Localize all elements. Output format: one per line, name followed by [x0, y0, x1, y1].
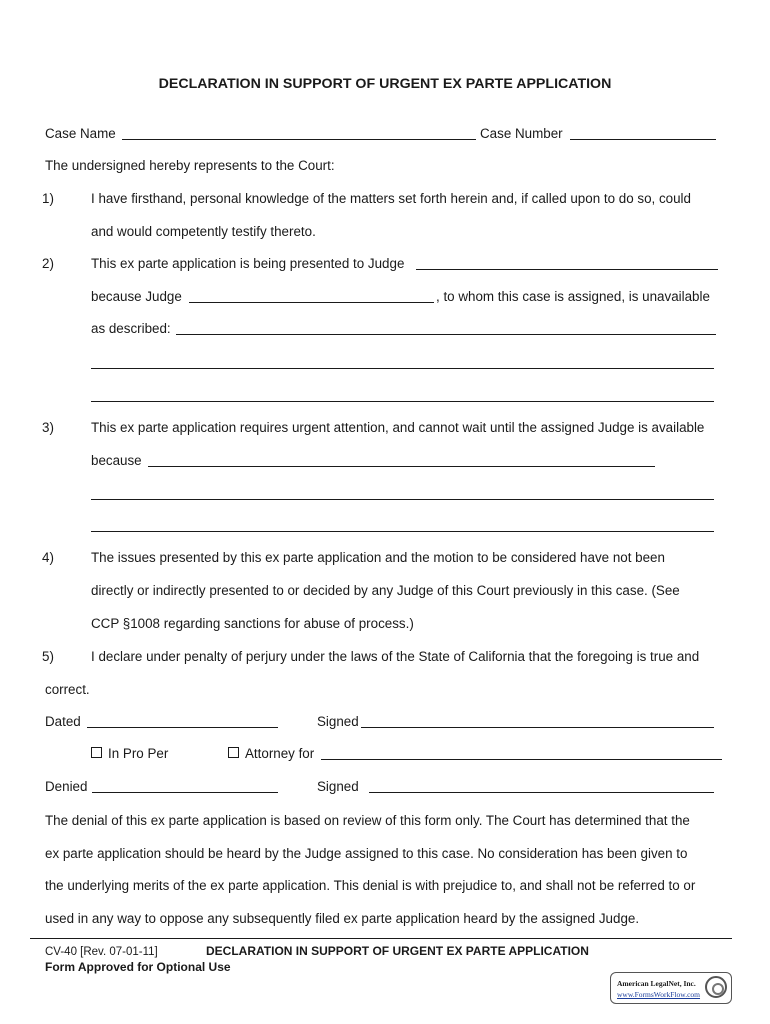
- urgency-reason-field-2[interactable]: [91, 499, 714, 500]
- in-pro-per-label: In Pro Per: [108, 746, 169, 761]
- in-pro-per-option[interactable]: [91, 746, 168, 762]
- item-5-number: 5): [42, 649, 54, 664]
- item-2-line-2b: , to whom this case is assigned, is unavailable: [436, 289, 710, 304]
- form-approved-note: Form Approved for Optional Use: [45, 960, 231, 974]
- item-4-line-3: CCP §1008 regarding sanctions for abuse of process.): [91, 616, 414, 631]
- presenting-judge-field[interactable]: [416, 269, 718, 270]
- signature-field[interactable]: [361, 727, 714, 728]
- signed-label: Signed: [317, 714, 359, 729]
- item-2-line-2a: because Judge: [91, 289, 182, 304]
- publisher-url[interactable]: www.FormsWorkFlow.com: [617, 990, 701, 999]
- case-name-field[interactable]: [122, 139, 476, 140]
- intro-text: The undersigned hereby represents to the Court:: [45, 158, 335, 173]
- publisher-logo: [610, 972, 732, 1004]
- attorney-for-field[interactable]: [321, 759, 722, 760]
- attorney-for-checkbox[interactable]: [228, 747, 239, 758]
- item-3-number: 3): [42, 420, 54, 435]
- unavailable-reason-field-2[interactable]: [91, 368, 714, 369]
- denied-label: Denied: [45, 779, 88, 794]
- denial-line-1: The denial of this ex parte application is based on review of this form only. The Court has determined that the: [45, 813, 690, 828]
- item-5-line-1: I declare under penalty of perjury under the laws of the State of California that the foregoing is true and: [91, 649, 700, 664]
- unavailable-reason-field-1[interactable]: [176, 334, 716, 335]
- form-id: CV-40 [Rev. 07-01-11]: [45, 946, 158, 958]
- publisher-name: American LegalNet, Inc.: [617, 979, 696, 988]
- attorney-for-option[interactable]: [228, 746, 314, 762]
- urgency-reason-field-1[interactable]: [148, 466, 655, 467]
- denied-field[interactable]: [92, 792, 278, 793]
- in-pro-per-checkbox[interactable]: [91, 747, 102, 758]
- item-3-line-2: because: [91, 453, 142, 468]
- item-2-line-3: as described:: [91, 321, 171, 336]
- dated-field[interactable]: [87, 727, 278, 728]
- urgency-reason-field-3[interactable]: [91, 531, 714, 532]
- item-4-number: 4): [42, 550, 54, 565]
- item-1-number: 1): [42, 191, 54, 206]
- assigned-judge-field[interactable]: [189, 302, 434, 303]
- item-2-number: 2): [42, 256, 54, 271]
- item-2-line-1: This ex parte application is being presented to Judge: [91, 256, 405, 271]
- case-number-field[interactable]: [570, 139, 716, 140]
- unavailable-reason-field-3[interactable]: [91, 401, 714, 402]
- denial-line-4: used in any way to oppose any subsequently filed ex parte application heard by the assigned Judge.: [45, 911, 640, 926]
- item-1-line-1: I have firsthand, personal knowledge of the matters set forth herein and, if called upon to do so, could: [91, 191, 691, 206]
- dated-label: Dated: [45, 714, 81, 729]
- globe-icon: [705, 976, 727, 998]
- footer-rule: [30, 938, 732, 939]
- denial-line-2: ex parte application should be heard by the Judge assigned to this case. No consideration has been given to: [45, 846, 688, 861]
- item-4-line-2: directly or indirectly presented to or decided by any Judge of this Court previously in this case. (See: [91, 583, 680, 598]
- case-number-label: Case Number: [480, 126, 563, 141]
- attorney-for-label: Attorney for: [245, 746, 315, 761]
- case-name-label: Case Name: [45, 126, 116, 141]
- item-5-line-2: correct.: [45, 682, 90, 697]
- footer-title: DECLARATION IN SUPPORT OF URGENT EX PARTE APPLICATION: [206, 944, 589, 958]
- item-1-line-2: and would competently testify thereto.: [91, 224, 316, 239]
- item-4-line-1: The issues presented by this ex parte application and the motion to be considered have not been: [91, 550, 665, 565]
- denial-line-3: the underlying merits of the ex parte application. This denial is with prejudice to, and shall not be referred to or: [45, 878, 696, 893]
- item-3-line-1: This ex parte application requires urgent attention, and cannot wait until the assigned Judge is available: [91, 420, 705, 435]
- judge-signature-field[interactable]: [369, 792, 714, 793]
- signed-2-label: Signed: [317, 779, 359, 794]
- form-title: DECLARATION IN SUPPORT OF URGENT EX PARTE APPLICATION: [158, 76, 612, 92]
